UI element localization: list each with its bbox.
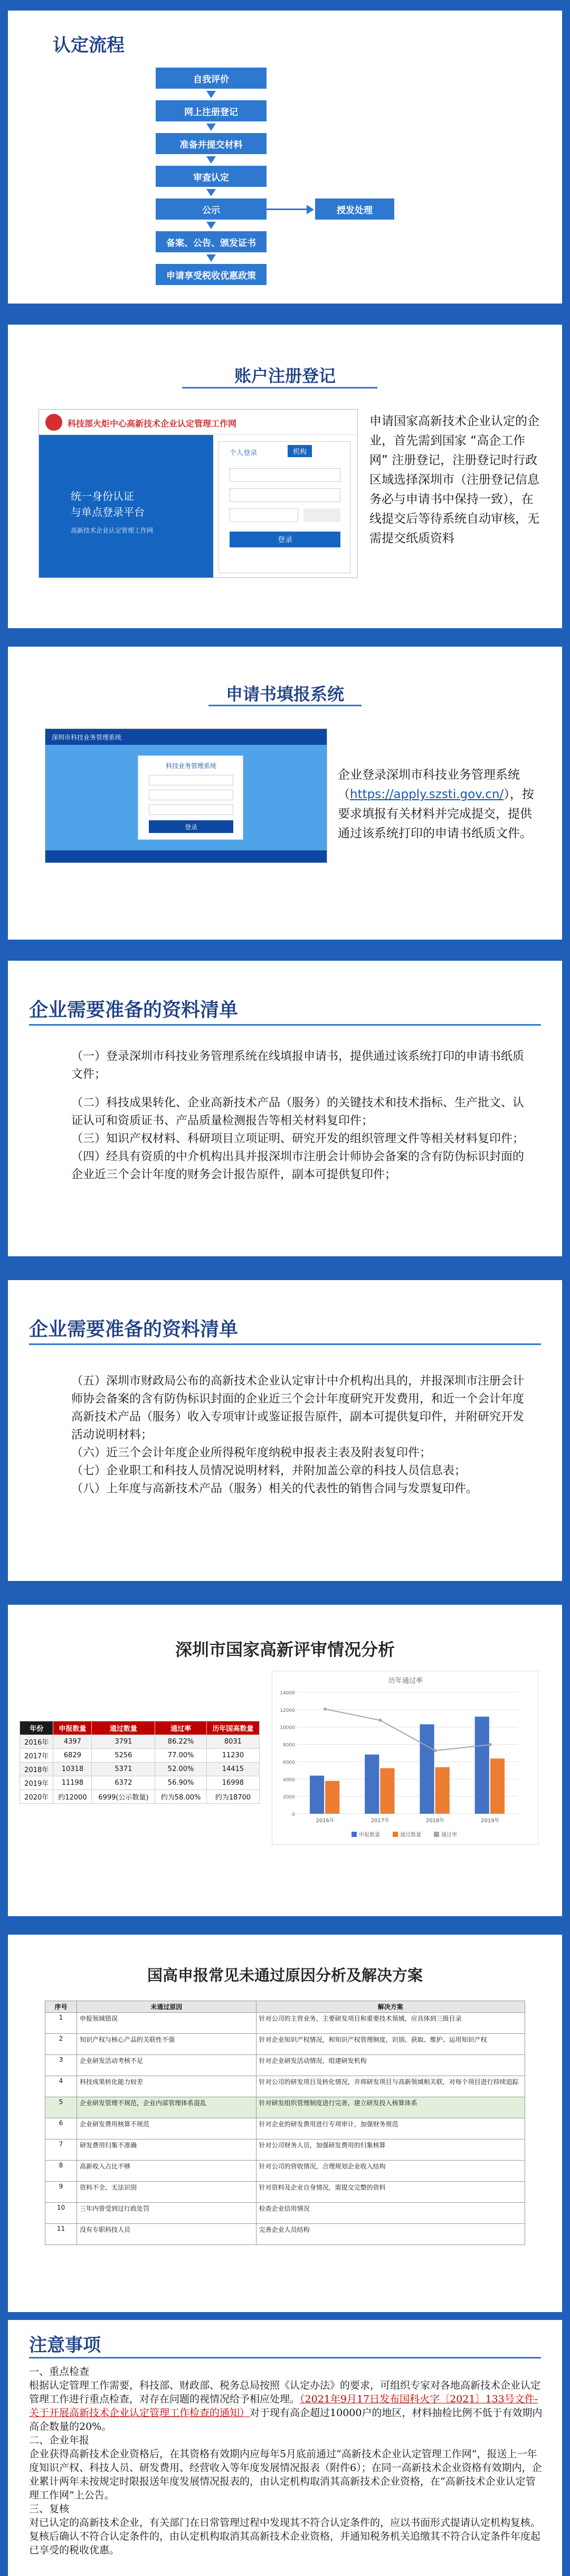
stats-cell: 3791 <box>92 1735 155 1749</box>
stats-cell: 5256 <box>92 1749 155 1763</box>
reasons-cell: 高新收入占比不够 <box>77 2161 256 2182</box>
notes-underline <box>29 2357 541 2359</box>
reasons-row <box>45 2182 525 2203</box>
shot-field-3[interactable] <box>149 804 233 815</box>
materials-item-3: （三）知识产权材料、科研项目立项证明、研究开发的组织管理文件等相关材料复印件； <box>71 1132 525 1145</box>
arrow-icon <box>206 156 216 164</box>
shot-left-text-2: 与单点登录平台 <box>71 506 145 518</box>
stats-header-cell: 申报数量 <box>53 1721 92 1735</box>
apply-system-screenshot <box>45 728 327 863</box>
shot-left-blue <box>39 435 213 578</box>
rate-point <box>434 1749 437 1752</box>
step-publicity: 公示 <box>156 198 267 220</box>
stats-cell: 6372 <box>92 1776 155 1790</box>
reasons-cell: 1 <box>45 2013 77 2034</box>
reasons-cell: 检查企业信用情况 <box>256 2203 525 2224</box>
reasons-cell: 企业研发管理不规范，企业内部管理体系混乱 <box>77 2097 256 2118</box>
materials-item-2: （二）科技成果转化、企业高新技术产品（服务）的关键技术和技术指标、生产批文、认证认可和资质证书、产品质量检测报告等相关材料复印件； <box>71 1096 525 1128</box>
stats-header-cell: 年份 <box>20 1721 53 1735</box>
shot-field-2[interactable] <box>230 488 340 502</box>
register-title: 账户注册登记 <box>234 366 336 386</box>
stats-cell: 86.22% <box>155 1735 206 1749</box>
y-tick-label: 12000 <box>280 1708 295 1713</box>
register-underline <box>182 387 377 389</box>
stats-cell: 14415 <box>206 1763 259 1776</box>
apply-system-link[interactable]: https://apply.szsti.gov.cn/ <box>350 788 504 801</box>
chart-title: 历年通过率 <box>388 1677 423 1685</box>
y-tick-label: 8000 <box>283 1742 295 1748</box>
stats-cell: 6999(公示数量) <box>92 1790 155 1804</box>
reasons-cell: 知识产权与核心产品的关联性不强 <box>77 2034 256 2055</box>
stats-cell: 2017年 <box>20 1749 53 1763</box>
reasons-header-cell: 未通过原因 <box>77 2001 256 2013</box>
step-self-evaluation: 自我评价 <box>156 68 267 89</box>
stats-footer-row <box>20 1790 260 1804</box>
shot-field-2[interactable] <box>149 790 233 800</box>
step-online-registration: 网上注册登记 <box>156 100 267 121</box>
shot-header <box>45 729 327 745</box>
materials-item-7: （七）企业职工和科技人员情况说明材料，并附加盖公章的科技人员信息表； <box>71 1464 467 1478</box>
shot-left-text-3: 高新技术企业认定管理工作网 <box>71 527 154 534</box>
arrow-icon <box>206 222 216 229</box>
reasons-cell: 科技成果转化能力较差 <box>77 2076 256 2097</box>
notes-p1-red: （2021年9月17日发布国科火字〔2021〕133号文件-关于开展高新技术企业认定管理工作检查的通知） <box>29 2393 538 2419</box>
stats-header-cell: 历年国高数量 <box>206 1721 259 1735</box>
shot-banner-text: 科技部火炬中心高新技术企业认定管理工作网 <box>68 419 237 429</box>
side-arrow-line <box>267 209 308 210</box>
shot-left-text-1: 统一身份认证 <box>71 490 134 503</box>
reasons-row <box>45 2097 525 2118</box>
materials-list-2 <box>71 1372 525 1498</box>
reasons-header-row <box>45 2001 525 2013</box>
reasons-row <box>45 2203 525 2224</box>
shot-banner <box>39 410 358 435</box>
stats-header-row <box>20 1721 260 1735</box>
x-tick-label: 2019年 <box>481 1818 500 1824</box>
notes-p1: 根据认定管理工作需要，科技部、财政部、税务总局按照《认定办法》的要求，可组织专家对各地高新技术企业认定管理工作进行重点检查，对存在问题的视情况给予相应处理。（2021年9月17日发布国科火字〔2021〕133号文件-关于开展高新技术企业认定管理工作检查的通知）对于现有高企超过10000户的地区，材料抽检比例不低于有效期内高企数量的20%。 <box>29 2380 543 2432</box>
process-title: 认定流程 <box>53 35 125 56</box>
stats-cell: 6829 <box>53 1749 92 1763</box>
reasons-cell: 资料不全、无法识别 <box>77 2182 256 2203</box>
shot-footer <box>45 850 327 863</box>
reasons-cell: 针对研发组织管理制度进行完善，建立研发投入核算体系 <box>256 2097 525 2118</box>
shot-captcha <box>303 508 340 522</box>
legend-label: 通过率 <box>441 1832 457 1838</box>
reasons-row <box>45 2055 525 2076</box>
apply-system-title: 申请书填报系统 <box>225 684 344 704</box>
stats-cell: 52.00% <box>155 1763 206 1776</box>
reasons-cell: 没有专职科技人员 <box>77 2224 256 2245</box>
bar <box>310 1776 324 1814</box>
x-tick-label: 2016年 <box>316 1818 335 1824</box>
stats-header-cell: 通过率 <box>155 1721 206 1735</box>
register-panel <box>8 325 562 628</box>
reasons-header-cell: 解决方案 <box>256 2001 525 2013</box>
notes-panel <box>8 2320 562 2576</box>
step-side-handling: 授发处理 <box>315 198 394 220</box>
bar <box>475 1717 489 1814</box>
y-tick-label: 2000 <box>283 1795 295 1801</box>
arrow-icon <box>206 124 216 131</box>
legend-swatch <box>434 1832 439 1837</box>
materials-panel-1 <box>8 961 562 1256</box>
legend-swatch <box>352 1832 357 1837</box>
reasons-cell: 2 <box>45 2034 77 2055</box>
bar <box>435 1767 450 1814</box>
shot-login-button[interactable]: 登录 <box>230 532 340 547</box>
stats-cell: 77.00% <box>155 1749 206 1763</box>
notes-p3: 对已认定的高新技术企业，有关部门在日常管理过程中发现其不符合认定条件的，应以书面形式提请认定机构复核。复核后确认不符合认定条件的，由认定机构取消其高新技术企业资格，并通知税务机关追缴其不符合认定条件年度起已享受的税收优惠。 <box>29 2517 541 2556</box>
x-tick-label: 2017年 <box>370 1818 390 1824</box>
stats-cell: 4397 <box>53 1735 92 1749</box>
materials-item-6: （六）近三个会计年度企业所得税年度纳税申报表主表及附表复印件； <box>71 1446 432 1460</box>
stats-cell: 2020年 <box>20 1790 53 1804</box>
stats-cell: 8031 <box>206 1735 259 1749</box>
rate-point <box>489 1743 492 1746</box>
y-tick-label: 10000 <box>280 1725 295 1731</box>
analysis-panel <box>8 1605 562 1916</box>
bar <box>325 1781 339 1814</box>
shot-field-1[interactable] <box>230 468 340 482</box>
reasons-row <box>45 2013 525 2034</box>
notes-title: 注意事项 <box>29 2335 101 2356</box>
notes-p3-head: 三、复核 <box>29 2503 70 2515</box>
stats-cell: 2018年 <box>20 1763 53 1776</box>
reasons-cell: 申报领域错误 <box>77 2013 256 2034</box>
stats-cell: 10318 <box>53 1763 92 1776</box>
reasons-cell: 3 <box>45 2055 77 2076</box>
apply-system-underline <box>208 705 362 706</box>
y-tick-label: 14000 <box>280 1691 295 1696</box>
stats-row <box>20 1776 260 1790</box>
rate-point <box>378 1719 382 1722</box>
reasons-cell: 完善企业人员结构 <box>256 2224 525 2245</box>
apply-system-panel <box>8 647 562 940</box>
reasons-cell: 针对公司的研发项目及转化情况，并将研发项目与高新领域相关联，对每个项目进行持续追踪 <box>256 2076 525 2097</box>
reasons-row <box>45 2139 525 2161</box>
stats-row <box>20 1735 260 1749</box>
materials-list-1 <box>71 1048 525 1184</box>
notes-p2: 企业获得高新技术企业资格后，在其资格有效期内应每年5月底前通过“高新技术企业认定管理工作网”，报送上一年度知识产权、科技人员、研发费用、经营收入等年度发展情况报表（附件6）；在同一高新技术企业资格有效期内，企业累计两年未按规定时限报送年度发展情况报表的，由认定机构取消其高新技术企业资格，在“高新技术企业认定管理工作网”上公告。 <box>29 2448 542 2501</box>
step-submit-materials: 准备并提交材料 <box>156 133 267 154</box>
reasons-header-cell: 序号 <box>45 2001 77 2013</box>
notes-p2-head: 二、企业年报 <box>29 2435 90 2446</box>
reasons-cell: 针对资料及企业自身情况，需提交完整的资料 <box>256 2182 525 2203</box>
apply-system-text: 企业登录深圳市科技业务管理系统（https://apply.szsti.gov.cn/），按要求填报有关材料并完成提交，提供通过该系统打印的申请书纸质文件。 <box>338 768 534 840</box>
register-text: 申请国家高新技术企业认定的企业，首先需到国家 “高企工作网” 注册登记，注册登记时行政区域选择深圳市（注册登记信息务必与申请书中保持一致），在线提交后等待系统自动审核，无需提交纸质资料 <box>369 414 539 545</box>
reasons-cell: 研发费用归集不准确 <box>77 2139 256 2161</box>
shot-tab-personal[interactable]: 个人登录 <box>230 449 258 457</box>
bar <box>365 1755 379 1814</box>
reasons-cell: 企业研发活动考核不足 <box>77 2055 256 2076</box>
shot-header-text: 深圳市科技业务管理系统 <box>52 734 122 741</box>
y-tick-label: 0 <box>292 1812 295 1817</box>
reasons-cell: 9 <box>45 2182 77 2203</box>
process-panel <box>8 11 562 304</box>
reasons-cell: 针对企业的研发费用进行专项审计，加强财务规范 <box>256 2118 525 2139</box>
rate-point <box>324 1708 327 1711</box>
stats-row <box>20 1749 260 1763</box>
register-screenshot <box>39 409 358 578</box>
stats-table <box>20 1721 260 1804</box>
legend-swatch <box>393 1832 398 1837</box>
arrow-icon <box>206 254 216 262</box>
shot-login-title: 科技业务管理系统 <box>165 762 216 770</box>
reasons-cell: 企业研发费用核算不规范 <box>77 2118 256 2139</box>
pass-rate-chart <box>272 1671 538 1845</box>
materials-item-4: （四）经具有资质的中介机构出具并报深圳市注册会计师协会备案的含有防伪标识封面的企业近三个会计年度的财务会计报告原件，副本可提供复印件； <box>71 1150 525 1181</box>
shot-login-button[interactable]: 登录 <box>149 820 233 833</box>
step-review: 审查认定 <box>156 166 267 187</box>
reasons-cell: 针对企业研发活动情况，组建研发机构 <box>256 2055 525 2076</box>
reasons-cell: 11 <box>45 2224 77 2245</box>
x-tick-label: 2018年 <box>425 1818 445 1824</box>
stats-cell: 约12000 <box>53 1790 92 1804</box>
reasons-cell: 三年内曾受到过行政处罚 <box>77 2203 256 2224</box>
materials-panel-2 <box>8 1280 562 1581</box>
materials-underline-2 <box>29 1343 541 1345</box>
stats-row <box>20 1763 260 1776</box>
stats-cell: 16998 <box>206 1776 259 1790</box>
shot-tab-org[interactable]: 机构 <box>288 445 312 457</box>
reasons-cell: 8 <box>45 2161 77 2182</box>
shot-login-box <box>218 441 350 573</box>
stats-cell: 5371 <box>92 1763 155 1776</box>
materials-item-1: （一）登录深圳市科技业务管理系统在线填报申请书，提供通过该系统打印的申请书纸质文件； <box>71 1050 525 1081</box>
arrow-right-icon <box>307 205 314 214</box>
reasons-cell: 7 <box>45 2139 77 2161</box>
shot-field-3[interactable] <box>230 508 298 522</box>
stats-cell: 11230 <box>206 1749 259 1763</box>
reasons-cell: 针对公司财务人员，加强研发费用的归集核算 <box>256 2139 525 2161</box>
stats-header-cell: 通过数量 <box>92 1721 155 1735</box>
reasons-row <box>45 2118 525 2139</box>
stats-cell: 11198 <box>53 1776 92 1790</box>
reasons-cell: 6 <box>45 2118 77 2139</box>
arrow-icon <box>206 189 216 196</box>
stats-cell: 约为18700 <box>206 1790 259 1804</box>
step-certificate: 备案、公告、颁发证书 <box>156 231 267 252</box>
materials-item-5: （五）深圳市财政局公布的高新技术企业认定审计中介机构出具的，并报深圳市注册会计师协会备案的含有防伪标识封面的企业近三个会计年度研究开发费用，和近一个会计年度高新技术产品（服务）收入专项审计或鉴证报告原件，副本可提供复印件，并附研究开发活动说明材料； <box>71 1375 525 1442</box>
reasons-row <box>45 2034 525 2055</box>
bar <box>420 1724 434 1814</box>
shot-login-card <box>138 755 243 840</box>
arrow-icon <box>206 91 216 98</box>
reasons-cell: 针对企业知识产权情况，和知识产权管理制度，识别、获取、维护、运用知识产权 <box>256 2034 525 2055</box>
notes-body <box>29 2365 544 2557</box>
stats-cell: 2019年 <box>20 1776 53 1790</box>
seal-icon <box>45 414 62 431</box>
notes-p1-head: 一、重点检查 <box>29 2366 90 2378</box>
step-tax-benefit: 申请享受税收优惠政策 <box>156 264 267 285</box>
reasons-panel <box>8 1935 562 2312</box>
y-tick-label: 6000 <box>283 1760 295 1766</box>
reasons-cell: 10 <box>45 2203 77 2224</box>
materials-title-1: 企业需要准备的资料清单 <box>29 999 239 1021</box>
reasons-cell: 针对公司的营收情况，合理规划企业收入结构 <box>256 2161 525 2182</box>
legend-label: 申报数量 <box>359 1832 380 1838</box>
materials-item-8: （八）上年度与高新技术产品（服务）相关的代表性的销售合同与发票复印件。 <box>71 1482 478 1495</box>
reasons-table <box>45 2001 525 2245</box>
reasons-row <box>45 2161 525 2182</box>
reasons-cell: 4 <box>45 2076 77 2097</box>
materials-title-2: 企业需要准备的资料清单 <box>29 1319 239 1340</box>
stats-cell: 2016年 <box>20 1735 53 1749</box>
y-tick-label: 4000 <box>283 1777 295 1783</box>
stats-cell: 约为58.00% <box>155 1790 206 1804</box>
analysis-title: 深圳市国家高新评审情况分析 <box>175 1640 395 1660</box>
reasons-row <box>45 2224 525 2245</box>
reasons-title: 国高申报常见未通过原因分析及解决方案 <box>147 1966 423 1984</box>
legend-label: 通过数量 <box>400 1832 421 1838</box>
bar <box>380 1768 394 1814</box>
stats-cell: 56.90% <box>155 1776 206 1790</box>
materials-underline-1 <box>29 1024 541 1026</box>
bar <box>490 1758 505 1814</box>
reasons-row <box>45 2076 525 2097</box>
shot-field-1[interactable] <box>149 775 233 785</box>
reasons-cell: 5 <box>45 2097 77 2118</box>
reasons-cell: 针对公司的主营业务，主要研发项目和重要技术领域，应具体到三级目录 <box>256 2013 525 2034</box>
